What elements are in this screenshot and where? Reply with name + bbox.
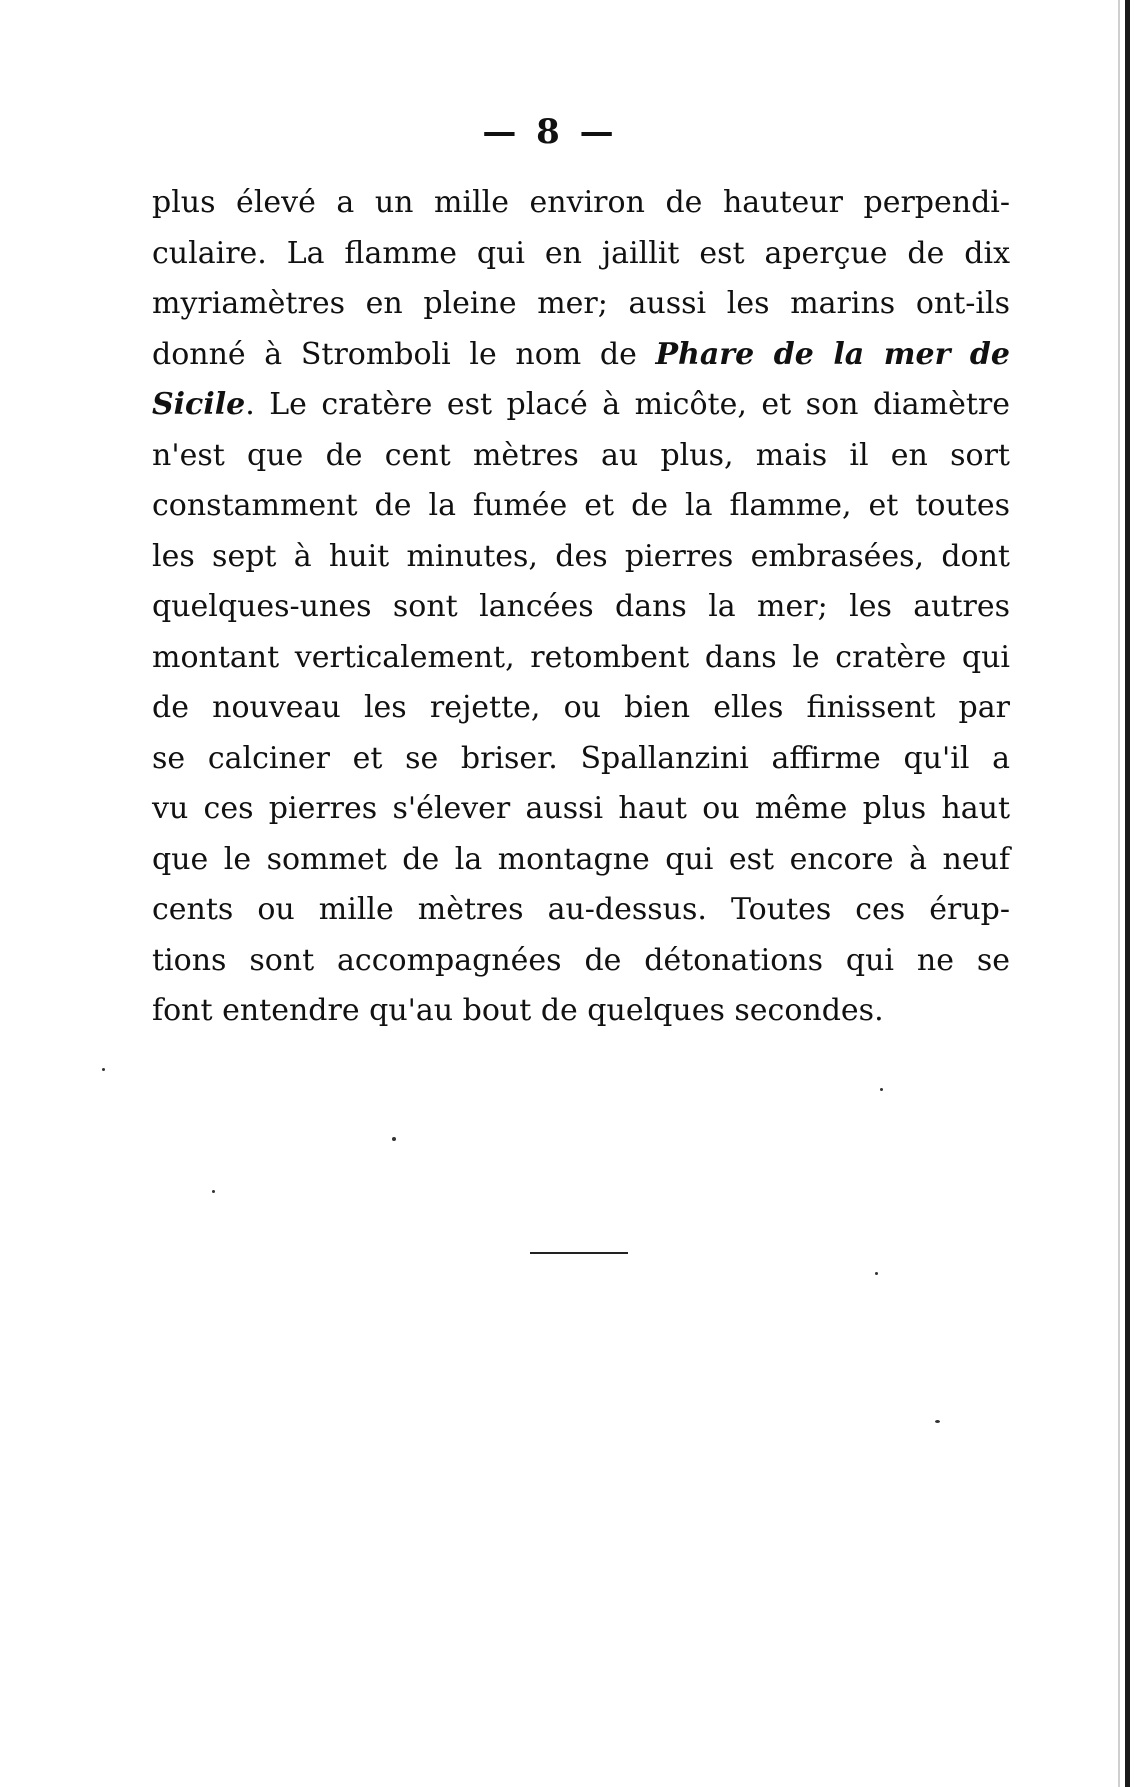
text-line: quelques-unes sont lancées dans la mer; les autres: [152, 589, 1010, 624]
page-number: — 8 —: [482, 112, 618, 152]
italic-title-end: Sicile: [152, 387, 246, 422]
binding-edge: [1125, 0, 1130, 1787]
text-line: constamment de la fumée et de la flamme, et toutes: [152, 488, 1010, 523]
text-line: myriamètres en pleine mer; aussi les marins ont-ils: [152, 286, 1010, 321]
text-fragment: donné à Stromboli le nom de: [152, 336, 656, 372]
paper-speck: [212, 1190, 215, 1193]
text-line: les sept à huit minutes, des pierres embrasées, dont: [152, 538, 1010, 574]
section-divider: [530, 1252, 628, 1254]
text-line: vu ces pierres s'élever aussi haut ou même plus haut: [152, 791, 1010, 826]
text-line: que le sommet de la montagne qui est encore à neuf: [152, 841, 1010, 877]
text-line: n'est que de cent mètres au plus, mais il en sort: [152, 437, 1010, 473]
text-line: de nouveau les rejette, ou bien elles finissent par: [152, 690, 1010, 725]
paper-speck: [392, 1137, 396, 1141]
text-line: tions sont accompagnées de détonations qui ne se: [152, 942, 1010, 978]
text-line: [152, 380, 1010, 431]
text-line: montant verticalement, retombent dans le cratère qui: [152, 639, 1010, 675]
paper-speck: [875, 1272, 878, 1275]
paper-speck: [880, 1088, 883, 1091]
text-line: plus élevé a un mille environ de hauteur perpendi-: [152, 185, 1010, 220]
body-text: [152, 178, 1010, 1037]
paper-speck: [102, 1068, 105, 1071]
text-line: cents ou mille mètres au-dessus. Toutes ces érup-: [152, 892, 1010, 927]
text-line: [152, 330, 1010, 381]
italic-title: Phare de la mer de: [655, 336, 1010, 372]
binding-shadow: [1118, 0, 1120, 1787]
text-line: culaire. La flamme qui en jaillit est aperçue de dix: [152, 235, 1010, 271]
paper-speck: [935, 1420, 940, 1423]
text-line: font entendre qu'au bout de quelques secondes.: [152, 993, 884, 1028]
text-fragment: . Le cratère est placé à micôte, et son diamètre: [245, 387, 1010, 422]
text-line: se calciner et se briser. Spallanzini affirme qu'il a: [152, 740, 1010, 776]
